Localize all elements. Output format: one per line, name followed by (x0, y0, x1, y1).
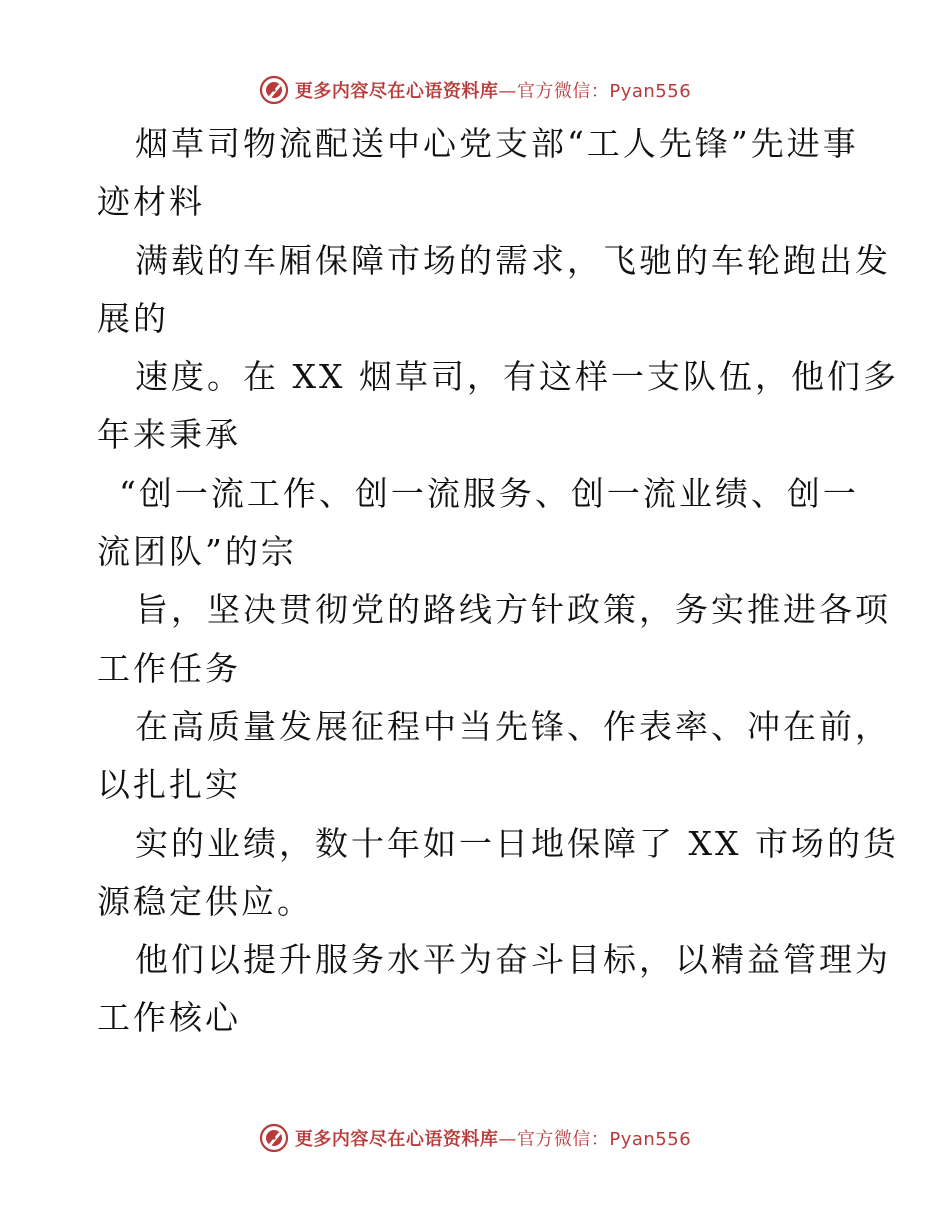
document-line: 在高质量发展征程中当先锋、作表率、冲在前， (135, 706, 891, 746)
watermark-dash: — (498, 1129, 517, 1150)
watermark-wechat-text: 官方微信：Pyan556 (516, 1129, 692, 1150)
footer-watermark (0, 1118, 950, 1158)
watermark-wechat-text: 官方微信：Pyan556 (516, 81, 692, 102)
document-line: 展的 (97, 298, 169, 338)
watermark-main-text: 更多内容尽在心语资料库 (294, 1129, 499, 1150)
document-line: 工作任务 (97, 648, 241, 688)
watermark-dash: — (498, 81, 517, 102)
document-line: 流团队”的宗 (97, 532, 297, 572)
watermark-text (295, 1125, 691, 1151)
document-line: 以扎扎实 (97, 765, 241, 805)
document-line: 旨，坚决贯彻党的路线方针政策，务实推进各项 (135, 590, 891, 630)
document-line: 他们以提升服务水平为奋斗目标，以精益管理为 (135, 940, 891, 980)
watermark-main-text: 更多内容尽在心语资料库 (294, 81, 499, 102)
document-line: 年来秉承 (97, 415, 241, 455)
watermark-group (259, 1123, 691, 1153)
document-line: 迹材料 (97, 182, 205, 222)
document-line: 满载的车厢保障市场的需求，飞驰的车轮跑出发 (135, 240, 891, 280)
pen-nib-logo-icon (259, 1123, 289, 1153)
document-line: 实的业绩，数十年如一日地保障了 XX 市场的货 (135, 823, 899, 863)
document-line: 速度。在 XX 烟草司，有这样一支队伍，他们多 (135, 357, 899, 397)
document-body (97, 115, 899, 1048)
watermark-group (259, 75, 691, 105)
watermark-text (295, 77, 691, 103)
header-watermark (0, 70, 950, 110)
document-line: 源稳定供应。 (97, 881, 313, 921)
document-line: “创一流工作、创一流服务、创一流业绩、创一 (119, 473, 859, 513)
document-line: 工作核心 (97, 998, 241, 1038)
pen-nib-logo-icon (259, 75, 289, 105)
document-line: 烟草司物流配送中心党支部“工人先锋”先进事 (135, 124, 859, 163)
